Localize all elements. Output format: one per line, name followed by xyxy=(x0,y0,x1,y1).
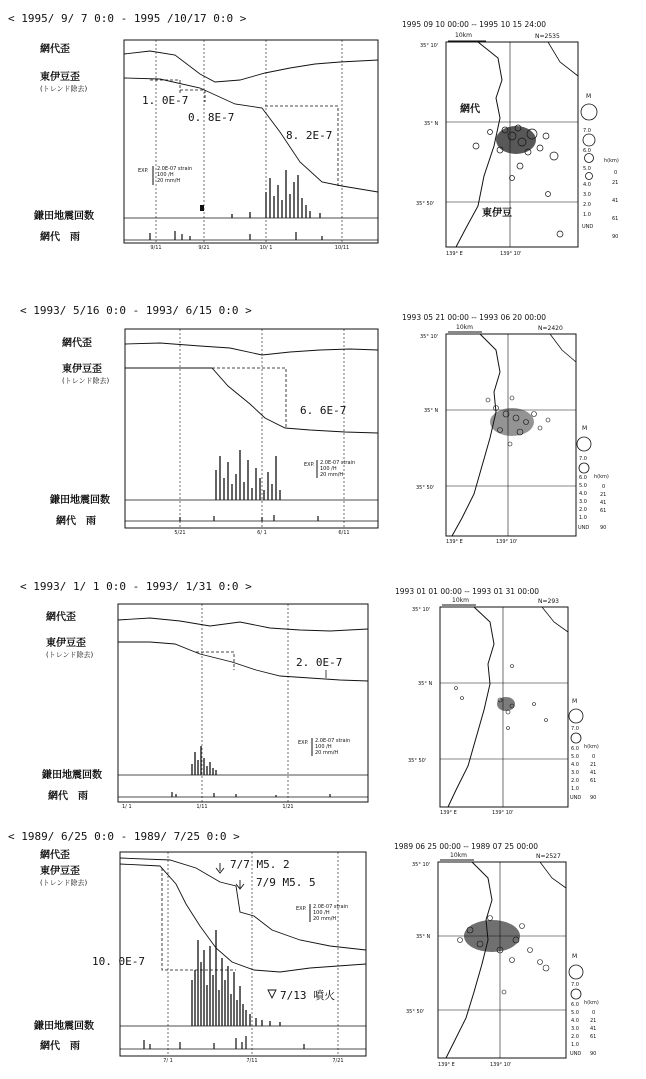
lon-label: 139° 10' xyxy=(492,810,514,816)
label-ajiro-strain: 網代歪 xyxy=(40,850,70,861)
panel-1989 xyxy=(8,830,599,1068)
legend-m: 1.0 xyxy=(583,212,591,218)
legend-h: 41 xyxy=(590,770,597,776)
lon-label: 139° 10' xyxy=(496,539,518,545)
legend-h: 61 xyxy=(590,1034,597,1040)
epicenter-map xyxy=(402,20,619,257)
step-annotation: 2. 0E-7 xyxy=(296,656,343,669)
scale-bar xyxy=(138,166,192,185)
earthquake-count-bars xyxy=(192,746,216,775)
step-annotation: 6. 6E-7 xyxy=(300,404,347,417)
legend-h: 21 xyxy=(600,492,607,498)
legend-m: UND xyxy=(570,1051,582,1057)
epicenter-dense-core xyxy=(464,920,520,952)
scale-line: 20 mm/H xyxy=(320,472,344,478)
x-tick: 7/ 1 xyxy=(163,1058,173,1064)
earthquake-count-bars xyxy=(192,930,280,1026)
map-frame xyxy=(438,862,566,1058)
label-ajiro-strain: 網代歪 xyxy=(46,612,76,623)
step-annotation: 8. 2E-7 xyxy=(286,129,333,142)
map-count: N=2527 xyxy=(536,853,561,860)
legend-m: 7.0 xyxy=(579,456,587,462)
lat-label: 35° N xyxy=(416,934,431,940)
epicenter-dense-core xyxy=(490,408,534,436)
plot-frame xyxy=(118,604,368,802)
map-title: 1989 06 25 00:00 -- 1989 07 25 00:00 xyxy=(394,842,539,851)
legend-title: h(km) xyxy=(594,474,609,480)
map-scale: 10km xyxy=(450,852,467,859)
legend-m: 1.0 xyxy=(579,515,587,521)
legend-m: 3.0 xyxy=(571,1026,579,1032)
lat-label: 35° 10' xyxy=(420,334,439,340)
legend-m: 7.0 xyxy=(571,726,579,732)
place-ajiro: 網代 xyxy=(460,104,480,115)
legend-m: 4.0 xyxy=(579,491,587,497)
scale-bar xyxy=(298,738,350,756)
legend-m: 2.0 xyxy=(571,778,579,784)
x-tick: 10/11 xyxy=(334,245,350,251)
legend-h: 90 xyxy=(612,234,619,240)
step-annotation: 10. 0E-7 xyxy=(92,955,145,968)
lon-label: 139° 10' xyxy=(500,251,522,257)
legend-m: 3.0 xyxy=(571,770,579,776)
legend-h: 41 xyxy=(590,1026,597,1032)
legend-h: 21 xyxy=(590,1018,597,1024)
lat-label: 35° 50' xyxy=(416,201,435,207)
panel-1993-may xyxy=(20,304,609,545)
coastline xyxy=(452,334,500,536)
scale-line: 2.0E-07 strain xyxy=(315,738,351,744)
x-tick: 9/21 xyxy=(198,245,210,251)
scale-line: 2.0E-07 strain xyxy=(320,460,356,466)
scale-line: 2.0E-07 strain xyxy=(313,904,349,910)
x-tick: 7/21 xyxy=(332,1058,344,1064)
x-tick: 1/21 xyxy=(282,804,294,810)
legend-title: M xyxy=(582,425,588,432)
scale-line: 100 /H xyxy=(320,466,337,472)
legend-m: UND xyxy=(582,224,594,230)
label-ajiro-rain: 網代 雨 xyxy=(40,1041,80,1052)
map-legend xyxy=(569,698,599,801)
legend-h: 61 xyxy=(600,508,607,514)
legend-h: 0 xyxy=(614,170,618,176)
legend-m: 4.0 xyxy=(571,1018,579,1024)
coastline xyxy=(542,607,568,632)
map-legend xyxy=(569,953,599,1057)
x-tick: 6/11 xyxy=(338,530,350,536)
coastline xyxy=(540,862,566,888)
epicenter-cluster xyxy=(455,665,548,730)
epicenter-map xyxy=(395,587,599,816)
count-block xyxy=(200,205,204,211)
epicenter-dense-core xyxy=(496,126,536,154)
lat-label: 35° 10' xyxy=(412,862,431,868)
map-title: 1995 09 10 00:00 -- 1995 10 15 24:00 xyxy=(402,20,547,29)
map-title: 1993 01 01 00:00 -- 1993 01 31 00:00 xyxy=(395,587,540,596)
event-quake-m52: 7/7 M5. 2 xyxy=(230,858,290,871)
lat-label: 35° 50' xyxy=(416,485,435,491)
legend-h: 21 xyxy=(590,762,597,768)
legend-m: 6.0 xyxy=(583,148,591,154)
panel-title: < 1989/ 6/25 0:0 - 1989/ 7/25 0:0 > xyxy=(8,830,240,843)
label-trend-removed: (トレンド除去) xyxy=(46,651,94,659)
legend-title: h(km) xyxy=(604,158,619,164)
map-scale: 10km xyxy=(452,597,469,604)
epicenter-map xyxy=(394,842,599,1068)
lat-label: 35° 10' xyxy=(420,43,439,49)
step-annotation: 0. 8E-7 xyxy=(188,111,235,124)
label-trend-removed: (トレンド除去) xyxy=(62,377,110,385)
legend-m: 7.0 xyxy=(571,982,579,988)
x-tick: 10/ 1 xyxy=(259,245,273,251)
lat-label: 35° 50' xyxy=(406,1009,425,1015)
map-count: N=2535 xyxy=(535,33,560,40)
scale-bar xyxy=(304,460,355,478)
x-tick: 7/11 xyxy=(246,1058,258,1064)
coastline xyxy=(548,42,578,76)
legend-m: 2.0 xyxy=(571,1034,579,1040)
map-title: 1993 05 21 00:00 -- 1993 06 20 00:00 xyxy=(402,313,547,322)
label-kamata-counts: 鎌田地震回数 xyxy=(42,770,102,781)
legend-m: 5.0 xyxy=(579,483,587,489)
ajiro-strain-series xyxy=(125,343,378,355)
map-legend xyxy=(581,93,619,240)
legend-h: 0 xyxy=(592,754,596,760)
panel-title: < 1995/ 9/ 7 0:0 - 1995 /10/17 0:0 > xyxy=(8,12,247,25)
legend-m: UND xyxy=(578,525,590,531)
earthquake-count-bars xyxy=(216,450,280,500)
legend-m: 6.0 xyxy=(579,475,587,481)
rain-bars xyxy=(150,231,322,240)
label-higashiizu-strain: 東伊豆歪 xyxy=(62,364,102,375)
coastline xyxy=(448,607,494,807)
higashiizu-strain-series xyxy=(125,368,378,433)
lon-label: 139° E xyxy=(446,251,463,257)
legend-m: UND xyxy=(570,795,582,801)
legend-m: 4.0 xyxy=(571,762,579,768)
panel-title: < 1993/ 5/16 0:0 - 1993/ 6/15 0:0 > xyxy=(20,304,252,317)
scale-line: 2.0E-07 strain xyxy=(157,166,193,172)
legend-h: 90 xyxy=(590,795,597,801)
step-annotation: 1. 0E-7 xyxy=(142,94,189,107)
x-tick: 6/ 1 xyxy=(257,530,267,536)
label-trend-removed: (トレンド除去) xyxy=(40,85,88,93)
x-tick: 1/11 xyxy=(196,804,208,810)
label-higashiizu-strain: 東伊豆歪 xyxy=(46,638,86,649)
legend-h: 0 xyxy=(602,484,606,490)
legend-h: 41 xyxy=(600,500,607,506)
label-trend-removed: (トレンド除去) xyxy=(40,879,88,887)
lat-label: 35° N xyxy=(424,408,439,414)
place-higashiizu: 東伊豆 xyxy=(482,208,512,219)
scale-line: 100 /H xyxy=(315,744,332,750)
lat-label: 35° N xyxy=(424,121,439,127)
x-tick: 5/21 xyxy=(174,530,186,536)
scale-line: 20 mm/H xyxy=(157,178,181,184)
scale-line: 20 mm/H xyxy=(315,750,339,756)
label-kamata-counts: 鎌田地震回数 xyxy=(34,1021,94,1032)
scale-line: 100 /H xyxy=(313,910,330,916)
panel-1995 xyxy=(8,12,619,257)
label-ajiro-rain: 網代 雨 xyxy=(56,516,96,527)
epicenter-map xyxy=(402,313,609,545)
label-ajiro-strain: 網代歪 xyxy=(40,44,70,55)
map-legend xyxy=(577,425,609,531)
legend-title: M xyxy=(586,93,592,100)
lat-label: 35° 50' xyxy=(408,758,427,764)
panel-1993-jan xyxy=(20,580,599,816)
legend-m: 6.0 xyxy=(571,1002,579,1008)
x-tick: 1/ 1 xyxy=(122,804,132,810)
map-count: N=293 xyxy=(538,598,559,605)
lon-label: 139° 10' xyxy=(490,1062,512,1068)
legend-title: M xyxy=(572,953,578,960)
lon-label: 139° E xyxy=(446,539,463,545)
label-ajiro-strain: 網代歪 xyxy=(62,338,92,349)
legend-m: 1.0 xyxy=(571,1042,579,1048)
map-scale: 10km xyxy=(456,324,473,331)
legend-h: 41 xyxy=(612,198,619,204)
rain-bars xyxy=(172,792,330,797)
legend-h: 90 xyxy=(590,1051,597,1057)
map-count: N=2420 xyxy=(538,325,563,332)
step-markers xyxy=(212,368,286,428)
rain-bars xyxy=(180,515,318,521)
event-quake-m55: 7/9 M5. 5 xyxy=(256,876,316,889)
lat-label: 35° 10' xyxy=(412,607,431,613)
legend-m: 4.0 xyxy=(583,182,591,188)
legend-m: 2.0 xyxy=(583,202,591,208)
legend-h: 0 xyxy=(592,1010,596,1016)
legend-title: h(km) xyxy=(584,744,599,750)
label-ajiro-rain: 網代 雨 xyxy=(40,232,80,243)
scale-label: EXP. xyxy=(304,462,315,468)
legend-h: 61 xyxy=(612,216,619,222)
scale-label: EXP. xyxy=(298,740,309,746)
earthquake-count-bars xyxy=(232,170,320,218)
scale-label: EXP. xyxy=(138,168,149,174)
legend-title: h(km) xyxy=(584,1000,599,1006)
legend-m: 3.0 xyxy=(583,192,591,198)
legend-title: M xyxy=(572,698,578,705)
ajiro-strain-series xyxy=(118,618,368,631)
panel-title: < 1993/ 1/ 1 0:0 - 1993/ 1/31 0:0 > xyxy=(20,580,252,593)
lon-label: 139° E xyxy=(438,1062,455,1068)
event-eruption: 7/13 噴火 xyxy=(280,989,336,1002)
legend-h: 21 xyxy=(612,180,619,186)
lat-label: 35° N xyxy=(418,681,433,687)
label-higashiizu-strain: 東伊豆歪 xyxy=(40,72,80,83)
scale-bar xyxy=(296,904,348,922)
legend-h: 61 xyxy=(590,778,597,784)
legend-m: 5.0 xyxy=(583,166,591,172)
event-arrow xyxy=(236,880,244,889)
label-higashiizu-strain: 東伊豆歪 xyxy=(40,866,80,877)
map-scale: 10km xyxy=(455,32,472,39)
label-ajiro-rain: 網代 雨 xyxy=(48,791,88,802)
coastline xyxy=(446,862,492,1058)
scale-line: 100 /H xyxy=(157,172,174,178)
plot-frame xyxy=(124,40,378,243)
event-arrow xyxy=(268,990,276,998)
ajiro-strain-series xyxy=(124,51,378,82)
lon-label: 139° E xyxy=(440,810,457,816)
legend-m: 2.0 xyxy=(579,507,587,513)
coastline xyxy=(550,334,576,362)
legend-m: 1.0 xyxy=(571,786,579,792)
legend-m: 3.0 xyxy=(579,499,587,505)
legend-m: 5.0 xyxy=(571,1010,579,1016)
label-kamata-counts: 鎌田地震回数 xyxy=(50,495,110,506)
label-kamata-counts: 鎌田地震回数 xyxy=(34,211,94,222)
scale-line: 20 mm/H xyxy=(313,916,337,922)
scale-label: EXP. xyxy=(296,906,307,912)
legend-h: 90 xyxy=(600,525,607,531)
x-tick: 9/11 xyxy=(150,245,162,251)
legend-m: 7.0 xyxy=(583,128,591,134)
legend-m: 5.0 xyxy=(571,754,579,760)
legend-m: 6.0 xyxy=(571,746,579,752)
event-arrow xyxy=(216,863,224,873)
